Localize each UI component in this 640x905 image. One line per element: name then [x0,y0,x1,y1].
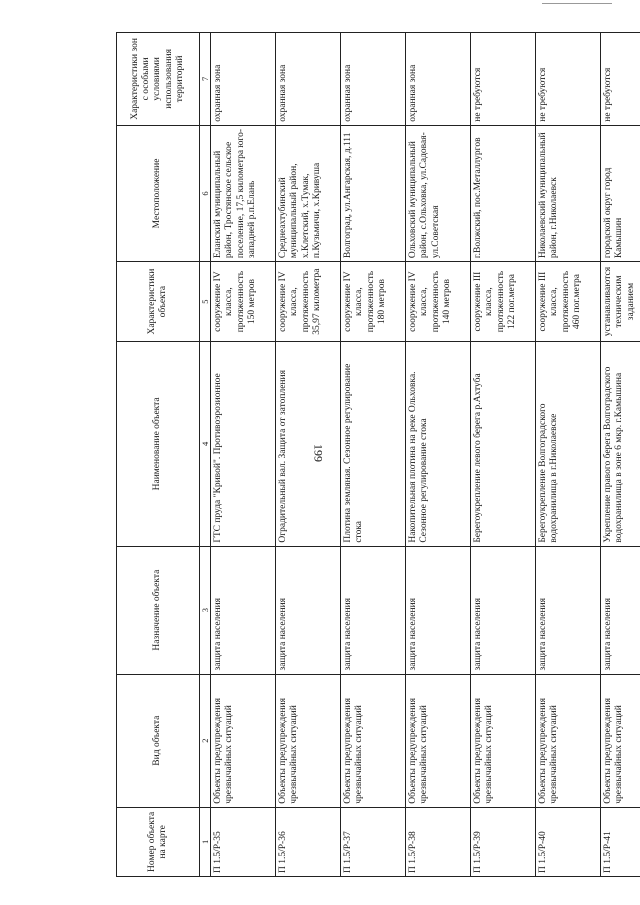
object-name: Оградительный вал. Защита от затопления [276,342,341,547]
column-number: 6 [200,125,211,261]
object-purpose: защита населения [276,546,341,674]
object-name: Берегоукрепление левого берега р.Ахтуба [471,342,536,547]
object-zones: охранная зона [211,33,276,126]
object-zones: охранная зона [406,33,471,126]
object-location: Среднеахтубинский муниципальный район, х.Клетский, х.Тумак, п.Кузьмичи, х.Кривуша [276,125,341,261]
object-type: Объекты предупреждения чрезвычайных ситуаций [471,674,536,807]
column-number: 5 [200,262,211,342]
object-purpose: защита населения [536,546,601,674]
object-name: Накопительная плотина на реке Ольховка. Сезонное регулирование стока [406,342,471,547]
object-location: Волгоград, ул.Ангарская, д.111 [341,125,406,261]
header-cell: Местоположение [117,125,200,261]
header-cell: Характеристики зон с особыми условиями использования территорий [117,33,200,126]
table-row [471,33,536,877]
header-cell: Характеристики объекта [117,262,200,342]
table-row [406,33,471,877]
object-name: Укрепление правого берега Волгоградского водохранилища в зоне 6 мкр. г.Камышина [601,342,640,547]
objects-table [116,32,640,877]
object-characteristics: сооружение III класса, протяженность 122 пог.метра [471,262,536,342]
object-type: Объекты предупреждения чрезвычайных ситуаций [211,674,276,807]
column-number-row [200,33,211,877]
object-id: П 1.5/Р-40 [536,807,601,876]
object-location: Еланский муниципальный район, Тростянское сельское поселение, 17,5 километра юго-западней р.п.Елань [211,125,276,261]
object-id: П 1.5/Р-38 [406,807,471,876]
object-name: Берегоукрепление Волгоградского водохранилища в г.Николаевске [536,342,601,547]
object-purpose: защита населения [601,546,640,674]
object-purpose: защита населения [211,546,276,674]
object-location: г.Волжский, пос.Металлургов [471,125,536,261]
object-id: П 1.5/Р-39 [471,807,536,876]
object-id: П 1.5/Р-35 [211,807,276,876]
object-zones: охранная зона [341,33,406,126]
object-characteristics: устанавливаются техническим заданием [601,262,640,342]
column-number: 1 [200,807,211,876]
object-zones: не требуются [471,33,536,126]
object-characteristics: сооружение IV класса, протяженность 150 метров [211,262,276,342]
table-row [341,33,406,877]
column-number: 4 [200,342,211,547]
object-characteristics: сооружение IV класса, протяженность 140 метров [406,262,471,342]
object-zones: не требуются [536,33,601,126]
column-number: 3 [200,546,211,674]
table-row [276,33,341,877]
header-cell: Номер объекта на карте [117,807,200,876]
object-name: Плотина земляная. Сезонное регулирование стока [341,342,406,547]
table-row [601,33,640,877]
object-zones: охранная зона [276,33,341,126]
top-edge-mark [542,3,612,4]
table-row [211,33,276,877]
object-type: Объекты предупреждения чрезвычайных ситуаций [536,674,601,807]
column-number: 2 [200,674,211,807]
object-location: городской округ город Камышин [601,125,640,261]
object-characteristics: сооружение III класса, протяженность 460 пог.метра [536,262,601,342]
header-row [117,33,200,877]
object-characteristics: сооружение IV класса, протяженность 35,97 километра [276,262,341,342]
object-name: ГТС пруда "Кривой". Противоэрозионное [211,342,276,547]
header-cell: Вид объекта [117,674,200,807]
object-zones: не требуются [601,33,640,126]
object-id: П 1.5/Р-36 [276,807,341,876]
object-type: Объекты предупреждения чрезвычайных ситуаций [341,674,406,807]
object-characteristics: сооружение IV класса, протяженность 180 метров [341,262,406,342]
header-cell: Назначение объекта [117,546,200,674]
object-id: П 1.5/Р-37 [341,807,406,876]
header-cell: Наименование объекта [117,342,200,547]
object-location: Ольховский муниципальный район, с.Ольховка, ул.Садовая-ул.Советская [406,125,471,261]
object-purpose: защита населения [341,546,406,674]
object-type: Объекты предупреждения чрезвычайных ситуаций [276,674,341,807]
object-type: Объекты предупреждения чрезвычайных ситуаций [406,674,471,807]
object-location: Николаевский муниципальный район, г.Николаевск [536,125,601,261]
table-row [536,33,601,877]
page-number: 199 [311,444,326,462]
column-number: 7 [200,33,211,126]
rotated-page-content [116,32,636,877]
object-type: Объекты предупреждения чрезвычайных ситуаций [601,674,640,807]
object-id: П 1.5/Р-41 [601,807,640,876]
object-purpose: защита населения [471,546,536,674]
object-purpose: защита населения [406,546,471,674]
